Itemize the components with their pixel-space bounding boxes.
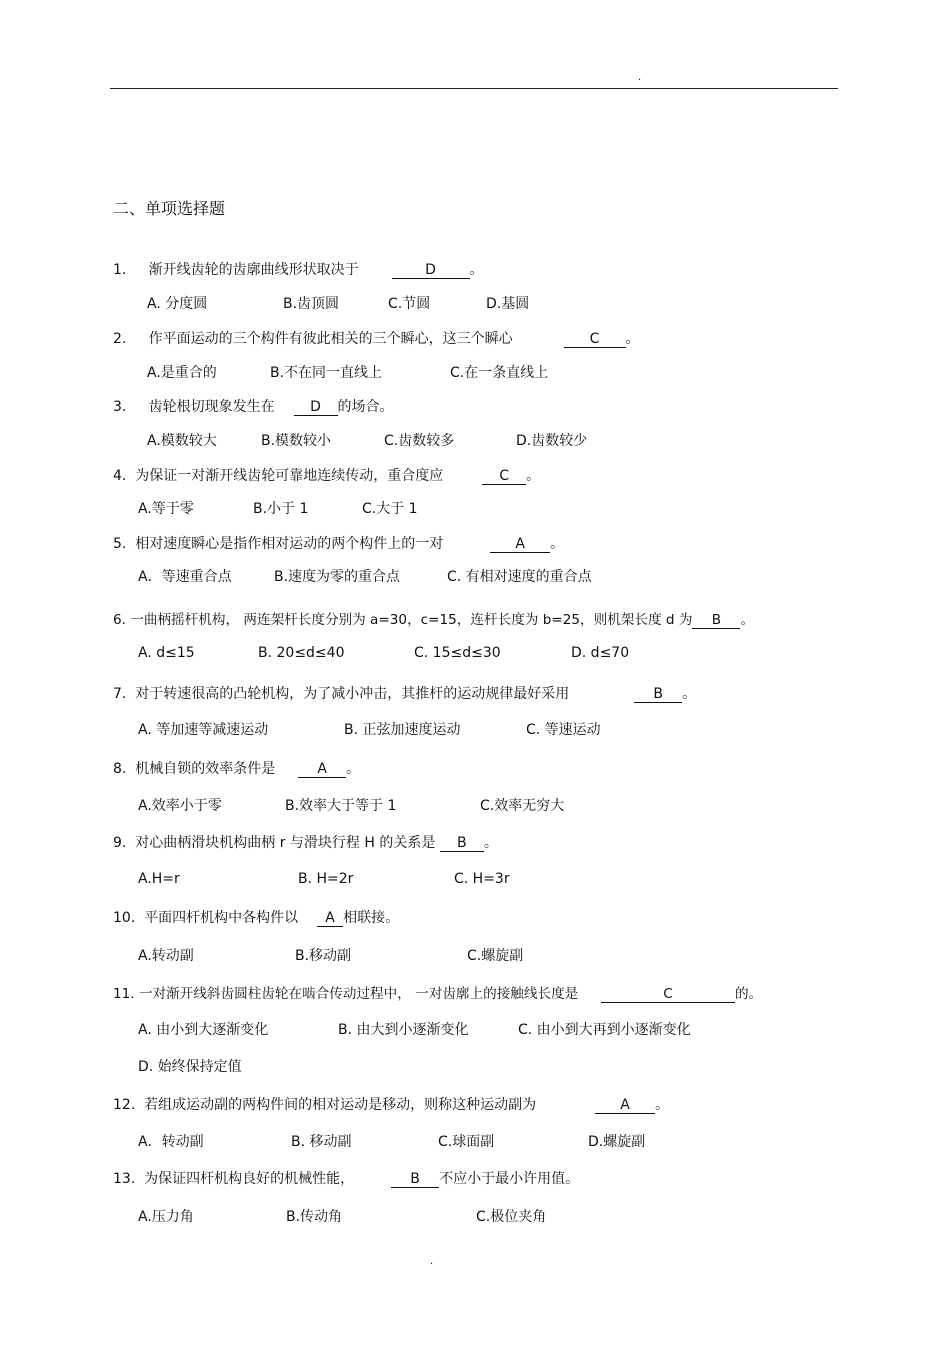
question-suffix: 。 <box>682 686 697 702</box>
section-title: 二、单项选择题 <box>113 199 226 218</box>
option-b: B.移动副 <box>295 948 352 964</box>
option-a: A．等速重合点 <box>138 569 232 585</box>
question-8 <box>113 758 360 778</box>
answer-blank: B <box>634 686 682 703</box>
question-text: 对心曲柄滑块机构曲柄 r 与滑块行程 H 的关系是 <box>135 835 436 851</box>
question-suffix: 。 <box>655 1097 670 1113</box>
question-number: 13. <box>113 1171 136 1187</box>
question-text: 为保证四杆机构良好的机械性能， <box>144 1171 355 1187</box>
question-text: 平面四杆机构中各构件以 <box>144 910 299 926</box>
question-number: 7. <box>113 686 127 702</box>
question-suffix: 。 <box>740 612 755 628</box>
answer-blank: C <box>601 986 735 1003</box>
question-suffix: 。 <box>469 262 484 278</box>
question-13 <box>113 1168 579 1188</box>
question-text: 为保证一对渐开线齿轮可靠地连续传动，重合度应 <box>135 468 444 484</box>
option-b: B.模数较小 <box>261 433 332 449</box>
option-a: A. d≤15 <box>138 645 195 661</box>
option-b: B.效率大于等于 1 <box>285 798 397 814</box>
question-number: 12. <box>113 1097 136 1113</box>
question-text: 一对渐开线斜齿圆柱齿轮在啮合传动过程中， 一对齿廓上的接触线长度是 <box>138 986 579 1002</box>
question-text: 相对速度瞬心是指作相对运动的两个构件上的一对 <box>135 536 444 552</box>
option-c: C.球面副 <box>438 1134 495 1150</box>
question-suffix: 不应小于最小许用值。 <box>439 1171 580 1187</box>
option-b: B. H=2r <box>298 871 354 887</box>
question-1 <box>113 259 484 279</box>
option-c: C.极位夹角 <box>476 1209 547 1225</box>
option-b: B. 由大到小逐渐变化 <box>338 1022 469 1038</box>
option-c: C. 由小到大再到小逐渐变化 <box>518 1022 691 1038</box>
question-text: 一曲柄摇杆机构， 两连架杆长度分别为 a=30，c=15，连杆长度为 b=25，则机架长度 d 为 <box>130 612 693 628</box>
answer-blank: A <box>595 1097 655 1114</box>
question-text: 齿轮根切现象发生在 <box>148 399 275 415</box>
question-suffix: 相联接。 <box>343 910 400 926</box>
option-a: A.转动副 <box>138 948 194 964</box>
option-a: A.是重合的 <box>147 365 217 381</box>
question-7 <box>113 683 696 703</box>
option-a: A. 等加速等减速运动 <box>138 722 269 738</box>
option-c: C. H=3r <box>454 871 510 887</box>
option-d: D.齿数较少 <box>516 433 588 449</box>
answer-blank: B <box>440 835 484 852</box>
option-c: C. 有相对速度的重合点 <box>447 569 592 585</box>
option-d: D.螺旋副 <box>588 1134 646 1150</box>
question-suffix: 。 <box>550 536 565 552</box>
answer-blank: C <box>482 468 526 485</box>
question-suffix: 。 <box>625 331 640 347</box>
question-number: 4. <box>113 468 127 484</box>
header-rule <box>110 88 838 89</box>
option-b: B.不在同一直线上 <box>270 365 383 381</box>
question-number: 11. <box>113 986 135 1002</box>
answer-blank: D <box>392 262 470 279</box>
option-c: C. 等速运动 <box>526 722 601 738</box>
question-number: 3. <box>113 399 127 415</box>
question-text: 对于转速很高的凸轮机构，为了减小冲击，其推杆的运动规律最好采用 <box>135 686 570 702</box>
question-text: 渐开线齿轮的齿廓曲线形状取决于 <box>148 262 359 278</box>
header-mark: . <box>638 72 642 83</box>
question-11 <box>113 982 762 1003</box>
option-b: B. 正弦加速度运动 <box>344 722 461 738</box>
option-d: D. 始终保持定值 <box>138 1059 242 1075</box>
option-c: C.效率无穷大 <box>480 798 565 814</box>
question-suffix: 的。 <box>734 986 763 1002</box>
option-c: C.在一条直线上 <box>450 365 549 381</box>
answer-blank: A <box>317 910 343 927</box>
option-c: C.螺旋副 <box>467 948 524 964</box>
question-3 <box>113 396 394 416</box>
question-number: 2. <box>113 331 127 347</box>
option-c: C.齿数较多 <box>384 433 455 449</box>
question-9 <box>113 832 498 852</box>
answer-blank: D <box>294 399 338 416</box>
option-a: A. 分度圆 <box>147 296 208 312</box>
question-4 <box>113 465 540 485</box>
question-number: 1. <box>113 262 127 278</box>
answer-blank: A <box>490 536 550 553</box>
option-a: A.H=r <box>138 871 180 887</box>
question-text: 若组成运动副的两构件间的相对运动是移动，则称这种运动副为 <box>144 1097 537 1113</box>
question-10 <box>113 907 399 927</box>
question-6 <box>113 608 754 629</box>
option-a: A．转动副 <box>138 1134 204 1150</box>
option-b: B.传动角 <box>286 1209 343 1225</box>
question-suffix: 。 <box>483 835 498 851</box>
question-suffix: 。 <box>526 468 541 484</box>
answer-blank: B <box>692 612 740 629</box>
option-b: B.齿顶圆 <box>283 296 340 312</box>
question-number: 8. <box>113 761 127 777</box>
answer-blank: C <box>564 331 626 348</box>
option-a: A.压力角 <box>138 1209 194 1225</box>
option-b: B. 移动副 <box>291 1134 352 1150</box>
option-a: A.模数较大 <box>147 433 217 449</box>
question-number: 9. <box>113 835 127 851</box>
answer-blank: A <box>298 761 346 778</box>
option-c: C.大于 1 <box>362 501 418 517</box>
question-suffix: 。 <box>346 761 361 777</box>
footer-mark: . <box>430 1256 434 1267</box>
option-d: D.基圆 <box>486 296 530 312</box>
question-text: 作平面运动的三个构件有彼此相关的三个瞬心，这三个瞬心 <box>148 331 513 347</box>
question-5 <box>113 533 564 553</box>
question-number: 5. <box>113 536 127 552</box>
question-2 <box>113 328 640 348</box>
option-c: C. 15≤d≤30 <box>414 645 501 661</box>
question-12 <box>113 1094 669 1114</box>
option-b: B.小于 1 <box>253 501 309 517</box>
option-b: B. 20≤d≤40 <box>258 645 345 661</box>
answer-blank: B <box>391 1171 439 1188</box>
option-d: D. d≤70 <box>571 645 630 661</box>
option-a: A.效率小于零 <box>138 798 222 814</box>
option-b: B.速度为零的重合点 <box>274 569 401 585</box>
option-a: A. 由小到大逐渐变化 <box>138 1022 269 1038</box>
question-text: 机械自锁的效率条件是 <box>135 761 276 777</box>
question-suffix: 的场合。 <box>337 399 394 415</box>
question-number: 10. <box>113 910 136 926</box>
option-a: A.等于零 <box>138 501 194 517</box>
option-c: C.节圆 <box>388 296 431 312</box>
question-number: 6. <box>113 612 126 628</box>
